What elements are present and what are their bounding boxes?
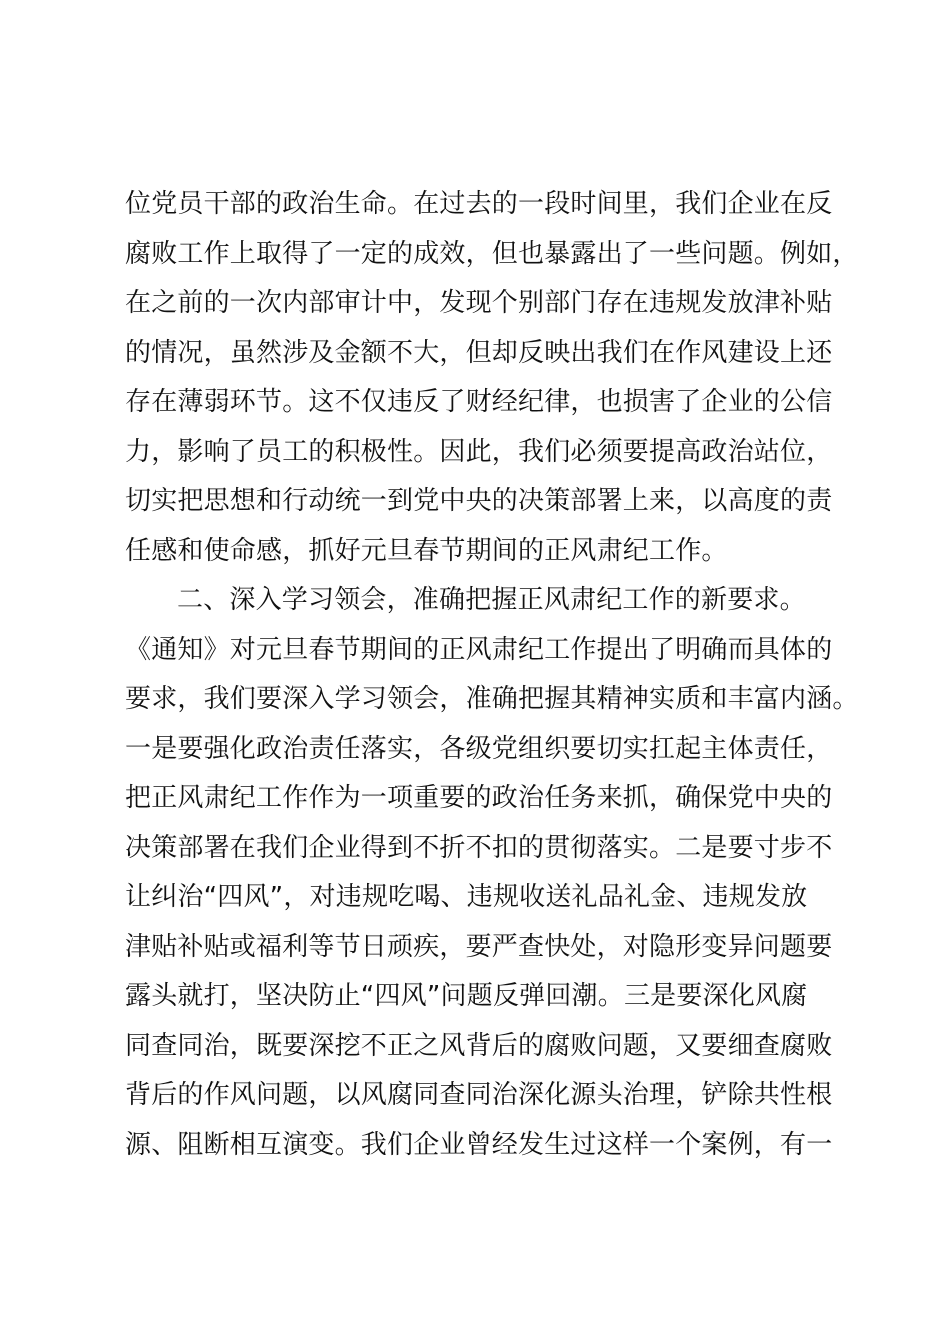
text-line: 在之前的一次内部审计中，发现个别部门存在违规发放津补贴 bbox=[125, 288, 833, 318]
text-line: 《通知》对元旦春节期间的正风肃纪工作提出了明确而具体的 bbox=[125, 634, 833, 665]
paragraph-2 bbox=[125, 576, 859, 1170]
text-line: 源、阻断相互演变。我们企业曾经发生过这样一个案例，有一 bbox=[125, 1129, 833, 1160]
text-line: 力，影响了员工的积极性。因此，我们必须要提高政治站位， bbox=[125, 436, 833, 467]
text-line: 存在薄弱环节。这不仅违反了财经纪律，也损害了企业的公信 bbox=[125, 387, 833, 417]
text-line: 背后的作风问题，以风腐同查同治深化源头治理，铲除共性根 bbox=[125, 1080, 833, 1110]
body-text bbox=[125, 180, 859, 1170]
text-line: 腐败工作上取得了一定的成效，但也暴露出了一些问题。例如， bbox=[125, 238, 859, 269]
text-line: 的情况，虽然涉及金额不大，但却反映出我们在作风建设上还 bbox=[125, 337, 833, 368]
text-line: 把正风肃纪工作作为一项重要的政治任务来抓，确保党中央的 bbox=[125, 783, 833, 813]
text-line: 让纠治“四风”，对违规吃喝、违规收送礼品礼金、违规发放 bbox=[125, 882, 808, 912]
text-line: 要求，我们要深入学习领会，准确把握其精神实质和丰富内涵。 bbox=[125, 684, 859, 714]
text-line: 切实把思想和行动统一到党中央的决策部署上来，以高度的责 bbox=[125, 486, 833, 516]
text-line: 津贴补贴或福利等节日顽疾，要严查快处，对隐形变异问题要 bbox=[125, 931, 833, 962]
text-line: 露头就打，坚决防止“四风”问题反弹回潮。三是要深化风腐 bbox=[125, 981, 808, 1011]
text-line: 任感和使命感，抓好元旦春节期间的正风肃纪工作。 bbox=[125, 535, 728, 566]
text-line: 一是要强化政治责任落实，各级党组织要切实扛起主体责任， bbox=[125, 733, 833, 764]
text-line: 同查同治，既要深挖不正之风背后的腐败问题，又要细查腐败 bbox=[125, 1030, 833, 1061]
section-heading-line: 二、深入学习领会，准确把握正风肃纪工作的新要求。 bbox=[177, 585, 806, 615]
text-line: 位党员干部的政治生命。在过去的一段时间里，我们企业在反 bbox=[125, 189, 833, 219]
paragraph-1 bbox=[125, 180, 859, 576]
text-line: 决策部署在我们企业得到不折不扣的贯彻落实。二是要寸步不 bbox=[125, 832, 833, 863]
